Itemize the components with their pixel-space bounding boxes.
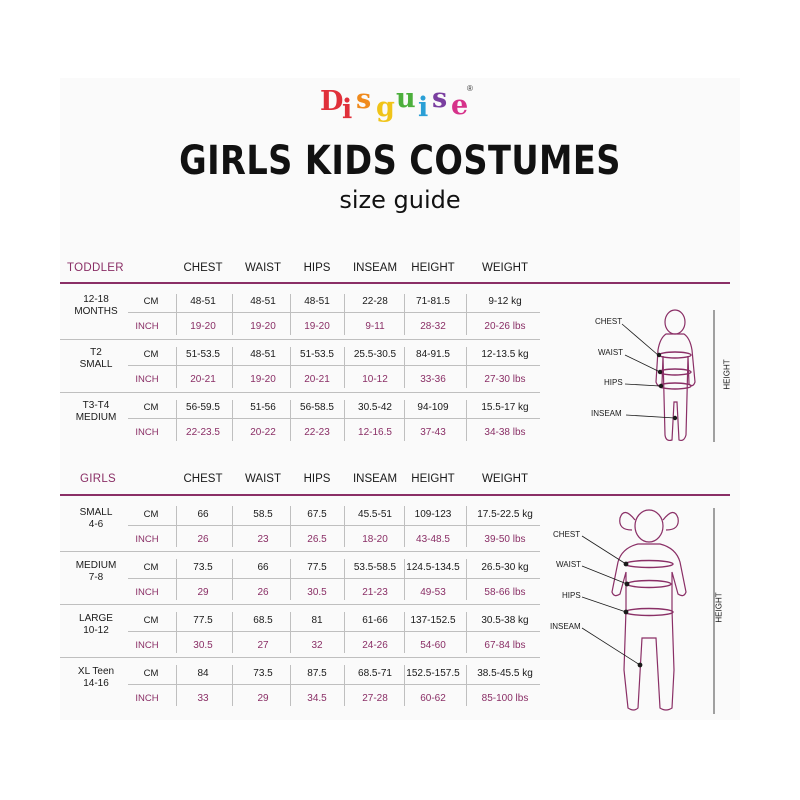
- column-divider: [344, 294, 345, 335]
- column-divider: [290, 665, 291, 706]
- column-divider: [176, 400, 177, 441]
- cell-cm: 48-51: [304, 296, 330, 307]
- cell-cm: 56-59.5: [186, 402, 220, 413]
- cell-cm: 137-152.5: [410, 615, 456, 626]
- cell-inch: 19-20: [190, 321, 216, 332]
- column-divider: [404, 612, 405, 653]
- toddler-inseam-label: INSEAM: [591, 409, 622, 418]
- girls-header-rule: [60, 494, 730, 496]
- column-divider: [404, 294, 405, 335]
- column-header-height: HEIGHT: [411, 262, 455, 274]
- unit-inch: INCH: [135, 374, 159, 385]
- cell-inch: 67-84 lbs: [484, 640, 526, 651]
- size-label: [61, 666, 131, 690]
- cell-cm: 9-12 kg: [488, 296, 522, 307]
- cell-cm: 30.5-38 kg: [481, 615, 529, 626]
- cell-cm: 51-56: [250, 402, 276, 413]
- cell-inch: 12-16.5: [358, 427, 392, 438]
- cell-cm: 77.5: [193, 615, 213, 626]
- row-divider: [60, 604, 540, 605]
- column-divider: [404, 506, 405, 547]
- row-divider: [128, 578, 540, 579]
- column-divider: [232, 400, 233, 441]
- size-label: [61, 347, 131, 371]
- cell-cm: 61-66: [362, 615, 388, 626]
- cell-inch: 20-22: [250, 427, 276, 438]
- cell-cm: 71-81.5: [416, 296, 450, 307]
- cell-cm: 124.5-134.5: [406, 562, 460, 573]
- column-divider: [176, 506, 177, 547]
- column-divider: [466, 400, 467, 441]
- column-divider: [232, 612, 233, 653]
- cell-cm: 73.5: [253, 668, 273, 679]
- row-divider: [60, 657, 540, 658]
- column-divider: [232, 665, 233, 706]
- size-label-line1: XL Teen: [77, 666, 115, 677]
- cell-cm: 152.5-157.5: [406, 668, 460, 679]
- cell-cm: 84: [197, 668, 209, 679]
- cell-cm: 73.5: [193, 562, 213, 573]
- column-header-waist: WAIST: [245, 262, 281, 274]
- column-header-waist: WAIST: [245, 473, 281, 485]
- toddler-hips-label: HIPS: [604, 378, 623, 387]
- cell-cm: 68.5-71: [358, 668, 392, 679]
- cell-cm: 94-109: [417, 402, 449, 413]
- row-divider: [128, 684, 540, 685]
- cell-inch: 19-20: [304, 321, 330, 332]
- registered-mark: ®: [467, 84, 473, 93]
- unit-cm: CM: [143, 562, 159, 573]
- unit-inch: INCH: [135, 693, 159, 704]
- cell-inch: 37-43: [420, 427, 446, 438]
- size-label-line1: MEDIUM: [75, 560, 117, 571]
- cell-cm: 48-51: [190, 296, 216, 307]
- logo-letter: i: [418, 92, 429, 123]
- cell-inch: 21-23: [362, 587, 388, 598]
- cell-inch: 28-32: [420, 321, 446, 332]
- cell-inch: 30.5: [307, 587, 327, 598]
- row-divider: [128, 525, 540, 526]
- cell-inch: 29: [257, 693, 269, 704]
- cell-cm: 67.5: [307, 509, 327, 520]
- cell-inch: 18-20: [362, 534, 388, 545]
- cell-cm: 51-53.5: [186, 349, 220, 360]
- size-label-line1: 12-18: [83, 294, 109, 305]
- column-header-chest: CHEST: [183, 473, 223, 485]
- girls-chest-label: CHEST: [553, 530, 581, 539]
- girls-section-label: GIRLS: [80, 473, 117, 485]
- girls-hips-label: HIPS: [562, 591, 581, 600]
- cell-cm: 22-28: [362, 296, 388, 307]
- unit-inch: INCH: [135, 534, 159, 545]
- cell-inch: 58-66 lbs: [484, 587, 526, 598]
- size-label: [61, 400, 131, 424]
- unit-cm: CM: [143, 509, 159, 520]
- column-divider: [466, 665, 467, 706]
- cell-inch: 54-60: [420, 640, 446, 651]
- cell-cm: 109-123: [414, 509, 452, 520]
- toddler-header-rule: [60, 282, 730, 284]
- cell-cm: 81: [311, 615, 323, 626]
- column-divider: [290, 347, 291, 388]
- logo-letter: D: [320, 86, 344, 117]
- cell-cm: 51-53.5: [300, 349, 334, 360]
- unit-cm: CM: [143, 349, 159, 360]
- column-header-inseam: INSEAM: [352, 473, 398, 485]
- size-label-line1: T2: [90, 347, 102, 358]
- toddler-chest-label: CHEST: [595, 317, 623, 326]
- unit-inch: INCH: [135, 587, 159, 598]
- unit-inch: INCH: [135, 640, 159, 651]
- cell-inch: 60-62: [420, 693, 446, 704]
- cell-inch: 20-21: [190, 374, 216, 385]
- cell-cm: 26.5-30 kg: [481, 562, 529, 573]
- column-divider: [176, 665, 177, 706]
- column-divider: [466, 559, 467, 600]
- cell-inch: 33: [197, 693, 209, 704]
- disguise-logo: [320, 80, 480, 132]
- column-divider: [232, 559, 233, 600]
- cell-cm: 53.5-58.5: [353, 562, 397, 573]
- row-divider: [128, 418, 540, 419]
- column-header-weight: WEIGHT: [482, 473, 528, 485]
- cell-inch: 9-11: [365, 321, 385, 332]
- column-divider: [344, 400, 345, 441]
- unit-inch: INCH: [135, 427, 159, 438]
- cell-cm: 68.5: [253, 615, 273, 626]
- size-label-line2: 4-6: [88, 519, 104, 530]
- cell-inch: 19-20: [250, 321, 276, 332]
- cell-inch: 32: [311, 640, 323, 651]
- cell-cm: 77.5: [307, 562, 327, 573]
- row-divider: [128, 631, 540, 632]
- column-divider: [290, 506, 291, 547]
- girls-waist-label: WAIST: [556, 560, 582, 569]
- unit-cm: CM: [143, 615, 159, 626]
- cell-cm: 38.5-45.5 kg: [477, 668, 533, 679]
- column-divider: [176, 294, 177, 335]
- cell-inch: 30.5: [193, 640, 213, 651]
- cell-inch: 29: [197, 587, 209, 598]
- size-label: [61, 294, 131, 318]
- row-divider: [60, 392, 540, 393]
- column-header-chest: CHEST: [183, 262, 223, 274]
- cell-cm: 17.5-22.5 kg: [477, 509, 533, 520]
- toddler-waist-label: WAIST: [598, 348, 624, 357]
- cell-cm: 25.5-30.5: [353, 349, 397, 360]
- cell-inch: 26: [257, 587, 269, 598]
- column-header-height: HEIGHT: [411, 473, 455, 485]
- column-header-hips: HIPS: [303, 262, 331, 274]
- cell-inch: 85-100 lbs: [481, 693, 529, 704]
- size-label: [61, 560, 131, 584]
- column-divider: [290, 400, 291, 441]
- cell-cm: 48-51: [250, 349, 276, 360]
- column-divider: [466, 347, 467, 388]
- cell-cm: 66: [197, 509, 209, 520]
- girls-height-label: HEIGHT: [714, 592, 724, 623]
- size-label-line2: MONTHS: [74, 306, 118, 317]
- cell-inch: 26: [197, 534, 209, 545]
- column-divider: [176, 559, 177, 600]
- cell-inch: 34-38 lbs: [484, 427, 526, 438]
- unit-cm: CM: [143, 296, 159, 307]
- column-header-weight: WEIGHT: [482, 262, 528, 274]
- column-divider: [232, 347, 233, 388]
- cell-cm: 48-51: [250, 296, 276, 307]
- unit-cm: CM: [143, 668, 159, 679]
- cell-cm: 45.5-51: [358, 509, 392, 520]
- cell-cm: 15.5-17 kg: [481, 402, 529, 413]
- cell-cm: 58.5: [253, 509, 273, 520]
- column-divider: [404, 665, 405, 706]
- cell-inch: 20-21: [304, 374, 330, 385]
- row-divider: [60, 551, 540, 552]
- cell-inch: 33-36: [420, 374, 446, 385]
- cell-cm: 66: [257, 562, 269, 573]
- unit-inch: INCH: [135, 321, 159, 332]
- column-divider: [344, 665, 345, 706]
- cell-inch: 39-50 lbs: [484, 534, 526, 545]
- size-label-line2: 7-8: [88, 572, 104, 583]
- size-label-line1: LARGE: [79, 613, 113, 624]
- column-divider: [466, 294, 467, 335]
- size-label-line2: MEDIUM: [75, 412, 117, 423]
- column-divider: [404, 347, 405, 388]
- column-divider: [344, 347, 345, 388]
- cell-cm: 12-13.5 kg: [481, 349, 529, 360]
- cell-inch: 26.5: [307, 534, 327, 545]
- cell-cm: 87.5: [307, 668, 327, 679]
- logo-letter: e: [451, 90, 469, 121]
- column-divider: [176, 347, 177, 388]
- column-divider: [176, 612, 177, 653]
- size-label-line1: SMALL: [79, 507, 113, 518]
- cell-inch: 10-12: [362, 374, 388, 385]
- cell-inch: 43-48.5: [416, 534, 450, 545]
- column-divider: [344, 559, 345, 600]
- cell-inch: 22-23.5: [186, 427, 220, 438]
- cell-inch: 49-53: [420, 587, 446, 598]
- column-divider: [404, 400, 405, 441]
- size-label: [61, 507, 131, 531]
- column-divider: [232, 294, 233, 335]
- column-divider: [404, 559, 405, 600]
- unit-cm: CM: [143, 402, 159, 413]
- girls-inseam-label: INSEAM: [550, 622, 581, 631]
- cell-inch: 27-30 lbs: [484, 374, 526, 385]
- cell-inch: 34.5: [307, 693, 327, 704]
- cell-cm: 56-58.5: [300, 402, 334, 413]
- column-divider: [290, 294, 291, 335]
- cell-inch: 22-23: [304, 427, 330, 438]
- row-divider: [128, 312, 540, 313]
- column-divider: [466, 506, 467, 547]
- logo-letter: u: [396, 83, 416, 114]
- logo-letter: g: [376, 92, 395, 123]
- cell-inch: 27: [257, 640, 269, 651]
- cell-inch: 23: [257, 534, 269, 545]
- column-divider: [290, 612, 291, 653]
- size-label-line2: 10-12: [83, 625, 109, 636]
- size-label-line1: T3-T4: [82, 400, 110, 411]
- logo-letter: i: [342, 94, 353, 125]
- column-divider: [344, 506, 345, 547]
- cell-cm: 30.5-42: [358, 402, 392, 413]
- row-divider: [60, 339, 540, 340]
- toddler-height-label: HEIGHT: [722, 359, 732, 390]
- column-divider: [466, 612, 467, 653]
- column-header-inseam: INSEAM: [352, 262, 398, 274]
- cell-inch: 20-26 lbs: [484, 321, 526, 332]
- toddler-section-label: TODDLER: [67, 262, 124, 274]
- column-header-hips: HIPS: [303, 473, 331, 485]
- row-divider: [128, 365, 540, 366]
- column-divider: [344, 612, 345, 653]
- cell-inch: 19-20: [250, 374, 276, 385]
- cell-inch: 24-26: [362, 640, 388, 651]
- page-subtitle: size guide: [339, 186, 461, 214]
- column-divider: [232, 506, 233, 547]
- logo-letter: s: [356, 84, 372, 115]
- size-label-line2: 14-16: [83, 678, 109, 689]
- size-label: [61, 613, 131, 637]
- page-title: GIRLS KIDS COSTUMES: [179, 138, 621, 184]
- logo-letter: s: [432, 83, 448, 114]
- column-divider: [290, 559, 291, 600]
- cell-cm: 84-91.5: [416, 349, 450, 360]
- cell-inch: 27-28: [362, 693, 388, 704]
- size-label-line2: SMALL: [79, 359, 113, 370]
